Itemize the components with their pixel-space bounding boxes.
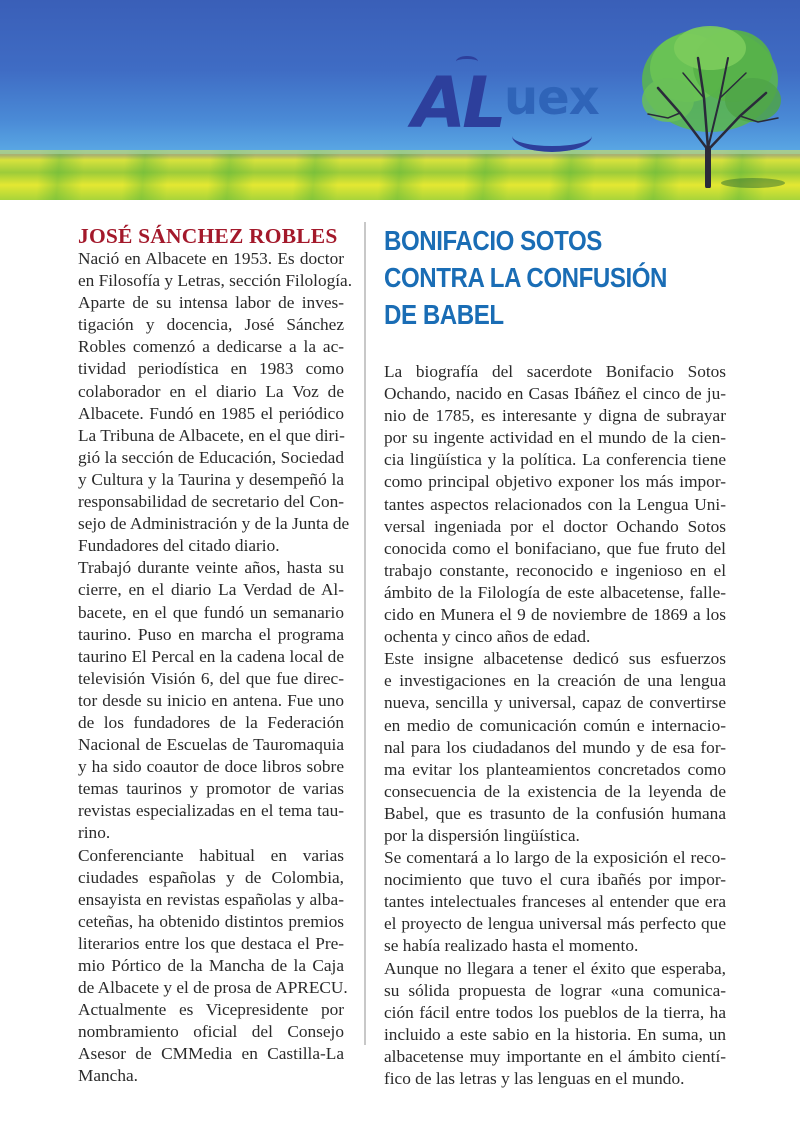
logo-text-uex: uex bbox=[504, 70, 599, 126]
text-line: nombramiento oficial del Consejo bbox=[78, 1022, 344, 1042]
text-line: incluido a este sabio en la historia. En suma, un bbox=[384, 1024, 726, 1044]
text-line: consecuencia de la existencia de la leyenda de bbox=[384, 781, 726, 801]
text-line: tantes aspectos relacionados con la Lengua Uni- bbox=[384, 494, 726, 514]
paragraph bbox=[384, 648, 726, 847]
paragraph bbox=[384, 361, 726, 648]
text-line: taurino El Percal en la cadena local de bbox=[78, 646, 344, 666]
text-line: taurino. Puso en marcha el programa bbox=[78, 624, 344, 644]
text-line: sejo de Administración y de la Junta de bbox=[78, 514, 350, 534]
text-line: bacete, en el que fundó un semanario bbox=[78, 602, 344, 622]
paragraph bbox=[384, 847, 726, 957]
text-line: fico de las letras y las lenguas en el mundo. bbox=[384, 1069, 685, 1088]
text-line: en medio de comunicación común e internacio- bbox=[384, 715, 726, 735]
right-article-title bbox=[384, 222, 678, 333]
text-line: se había realizado hasta el momento. bbox=[384, 936, 639, 956]
text-line: de Albacete y el de prosa de APRECU. bbox=[78, 978, 348, 998]
text-line: Robles comenzó a dedicarse a la ac- bbox=[78, 337, 344, 357]
text-line: ceteñas, ha obtenido distintos premios bbox=[78, 911, 344, 931]
text-line: Aunque no llegara a tener el éxito que esperaba, bbox=[384, 958, 726, 978]
text-line: Asesor de CMMedia en Castilla-La bbox=[78, 1044, 344, 1064]
text-line: de los fundadores de la Federación bbox=[78, 712, 344, 732]
text-line: nio de 1785, es interesante y digna de subrayar bbox=[384, 406, 726, 426]
text-line: Mancha. bbox=[78, 1066, 138, 1086]
text-line: nal para los ciudadanos del mundo y de esa for- bbox=[384, 737, 726, 757]
text-line: ción fácil entre todos los pueblos de la tierra, ha bbox=[384, 1002, 726, 1022]
text-line: y Cultura y la Taurina y desempeñó la bbox=[78, 469, 344, 489]
text-line: rino. bbox=[78, 823, 111, 843]
text-line: temas taurinos y promotor de varias bbox=[78, 779, 344, 799]
text-line: cierre, en el diario La Verdad de Al- bbox=[78, 580, 344, 600]
text-line: Nacional de Escuelas de Tauromaquia bbox=[78, 735, 344, 755]
text-line: revistas especializadas en el tema tau- bbox=[78, 801, 344, 821]
text-line: nueva, sencilla y universal, capaz de convertirse bbox=[384, 693, 726, 713]
text-line: Babel, que es trasunto de la confusión humana bbox=[384, 803, 726, 823]
text-line: tantes intelectuales franceses al entender que era bbox=[384, 892, 726, 912]
text-line: versal ingeniada por el doctor Ochando Sotos bbox=[384, 516, 726, 536]
text-line: gió la sección de Educación, Sociedad bbox=[78, 447, 344, 467]
text-line: tor desde su inicio en antena. Fue uno bbox=[78, 690, 344, 710]
text-line: tividad periodística en 1983 como bbox=[78, 359, 344, 379]
text-line: ma evitar los planteamientos concretados como bbox=[384, 759, 726, 779]
logo-smile-mark bbox=[512, 120, 592, 152]
right-title-line: DE BABEL bbox=[384, 299, 504, 330]
left-article-jose-sanchez-robles bbox=[78, 224, 353, 1088]
logo-text-al: AL bbox=[412, 62, 503, 144]
text-line: ensayista en revistas españolas y alba- bbox=[78, 889, 344, 909]
text-line: y ha sido coautor de doce libros sobre bbox=[78, 757, 344, 777]
text-line: responsabilidad de secretario del Con- bbox=[78, 492, 344, 512]
text-line: Ochando, nacido en Casas Ibáñez el cinco de ju- bbox=[384, 384, 726, 404]
text-line: en Filosofía y Letras, sección Filología. bbox=[78, 271, 353, 291]
text-line: su sólida propuesta de lograr «una comunica- bbox=[384, 980, 726, 1000]
text-line: por la dispersión lingüística. bbox=[384, 825, 580, 845]
tree-shadow bbox=[721, 178, 785, 188]
text-line: tigación y docencia, José Sánchez bbox=[78, 315, 344, 335]
text-line: ochenta y cinco años de edad. bbox=[384, 627, 591, 647]
paragraph bbox=[78, 845, 348, 1088]
text-line: por su ingente actividad en el mundo de la cien- bbox=[384, 428, 726, 448]
header-banner bbox=[0, 0, 800, 200]
right-article-body bbox=[384, 361, 726, 1090]
text-line: Fundadores del citado diario. bbox=[78, 536, 280, 556]
tree-icon bbox=[628, 18, 788, 188]
text-line: Nació en Albacete en 1953. Es doctor bbox=[78, 249, 344, 268]
tree-canopy bbox=[642, 26, 781, 132]
text-line: albacetense muy importante en el ámbito cientí- bbox=[384, 1046, 726, 1066]
text-line: nocimiento que tuvo el cura ibañés por impor- bbox=[384, 870, 726, 890]
text-line: ciudades españolas y de Colombia, bbox=[78, 867, 344, 887]
text-line: Actualmente es Vicepresidente por bbox=[78, 1000, 344, 1020]
text-line: conocida como el bonifaciano, que fue fruto del bbox=[384, 538, 726, 558]
text-line: colaborador en el diario La Voz de bbox=[78, 381, 344, 401]
text-line: Se comentará a lo largo de la exposición el reco- bbox=[384, 848, 726, 868]
text-line: La biografía del sacerdote Bonifacio Sotos bbox=[384, 362, 726, 381]
left-article-title: JOSÉ SÁNCHEZ ROBLES bbox=[78, 224, 338, 248]
text-line: cia lingüística y la política. La conferencia tiene bbox=[384, 450, 726, 470]
text-line: televisión Visión 6, del que fue direc- bbox=[78, 668, 344, 688]
text-line: cido en Munera el 9 de noviembre de 1869 a los bbox=[384, 605, 726, 625]
text-line: ámbito de la Filología de este albacetense, falle- bbox=[384, 582, 726, 602]
right-title-line: CONTRA LA CONFUSIÓN bbox=[384, 262, 668, 293]
text-line: Albacete. Fundó en 1985 el periódico bbox=[78, 403, 344, 423]
text-line: literarios entre los que destaca el Pre- bbox=[78, 933, 344, 953]
right-title-line: BONIFACIO SOTOS bbox=[384, 225, 602, 256]
text-line: Conferenciante habitual en varias bbox=[78, 845, 344, 865]
column-divider bbox=[364, 222, 366, 1045]
paragraph bbox=[78, 248, 353, 557]
text-line: e investigaciones en la creación de una lengua bbox=[384, 671, 726, 691]
right-article-bonifacio-sotos bbox=[384, 222, 726, 1090]
text-line: mio Pórtico de la Mancha de la Caja bbox=[78, 956, 344, 975]
text-line: trabajo constante, reconocido e ingenioso en el bbox=[384, 560, 726, 580]
text-line: el proyecto de lengua universal más perfecto que bbox=[384, 914, 726, 934]
text-line: Trabajó durante veinte años, hasta su bbox=[78, 558, 344, 578]
left-article-body bbox=[78, 248, 353, 1088]
text-line: como principal objetivo exponer los más impor- bbox=[384, 472, 726, 492]
text-line: Este insigne albacetense dedicó sus esfuerzos bbox=[384, 649, 726, 669]
paragraph bbox=[78, 557, 344, 844]
aluex-logo bbox=[412, 62, 622, 144]
text-line: La Tribuna de Albacete, en el que diri- bbox=[78, 425, 345, 445]
text-line: Aparte de su intensa labor de inves- bbox=[78, 293, 344, 313]
paragraph bbox=[384, 958, 726, 1091]
